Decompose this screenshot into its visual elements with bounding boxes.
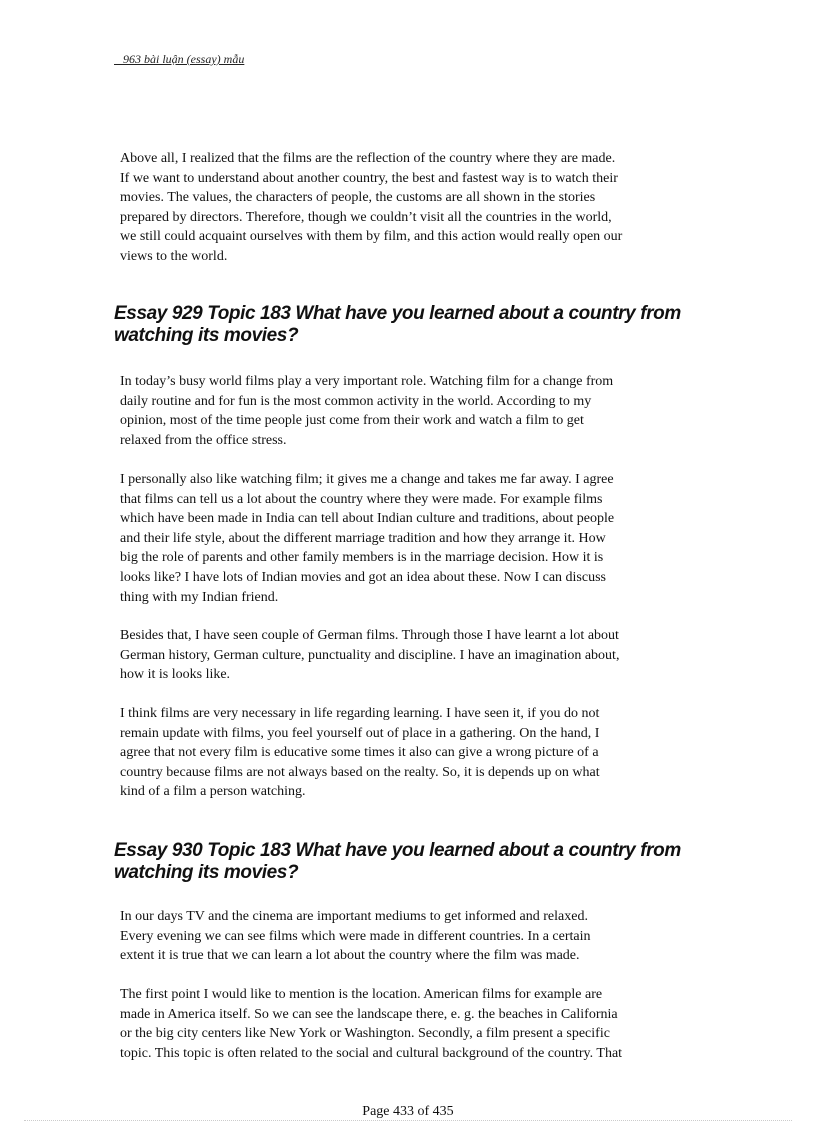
intro-paragraph (120, 149, 700, 267)
essay-929-heading (114, 303, 714, 347)
paragraph-line: which have been made in India can tell about Indian culture and traditions, about people (120, 511, 615, 527)
paragraph-line: thing with my Indian friend. (120, 589, 279, 605)
essay-930-paragraph-1 (120, 907, 700, 966)
paragraph-line: prepared by directors. Therefore, though we couldn’t visit all the countries in the world, (120, 209, 612, 225)
paragraph-line: relaxed from the office stress. (120, 432, 287, 448)
paragraph-line: In our days TV and the cinema are important mediums to get informed and relaxed. (120, 909, 588, 924)
footer-divider (24, 1120, 792, 1121)
essay-929-paragraph-1 (120, 372, 700, 450)
essay-930-paragraph-2 (120, 985, 700, 1063)
paragraph-line: opinion, most of the time people just come from their work and watch a film to get (120, 413, 584, 429)
paragraph-line: movies. The values, the characters of people, the customs are all shown in the stories (120, 190, 596, 206)
paragraph-line: and their life style, about the different marriage tradition and how they arrange it. How (120, 530, 606, 546)
paragraph-line: agree that not every film is educative some times it also can give a wrong picture of a (120, 745, 599, 761)
paragraph-line: remain update with films, you feel yourself out of place in a gathering. On the hand, I (120, 725, 600, 741)
paragraph-line: Every evening we can see films which were made in different countries. In a certain (120, 928, 591, 944)
paragraph-line: country because films are not always based on the realty. So, it is depends up on what (120, 764, 600, 780)
heading-line: watching its movies? (114, 862, 299, 883)
paragraph-line: or the big city centers like New York or Washington. Secondly, a film present a specific (120, 1026, 610, 1042)
paragraph-line: In today’s busy world films play a very important role. Watching film for a change from (120, 374, 614, 389)
page-number: Page 433 of 435 (362, 1104, 454, 1119)
paragraph-line: that films can tell us a lot about the country where they were made. For example films (120, 491, 603, 507)
paragraph-line: how it is looks like. (120, 667, 231, 683)
paragraph-line: looks like? I have lots of Indian movies and got an idea about these. Now I can discuss (120, 569, 606, 585)
paragraph-line: If we want to understand about another country, the best and fastest way is to watch their (120, 170, 618, 186)
paragraph-line: The first point I would like to mention is the location. American films for example are (120, 987, 603, 1002)
essay-929-paragraph-3 (120, 626, 700, 685)
heading-line: watching its movies? (114, 325, 299, 346)
paragraph-line: big the role of parents and other family members is in the marriage decision. How it is (120, 550, 604, 566)
essay-929-paragraph-2 (120, 470, 700, 607)
paragraph-line: Besides that, I have seen couple of German films. Through those I have learnt a lot about (120, 628, 619, 643)
running-header: 963 bài luận (essay) mẫu (114, 52, 245, 66)
paragraph-line: kind of a film a person watching. (120, 784, 306, 800)
paragraph-line: daily routine and for fun is the most common activity in the world. According to my (120, 393, 592, 409)
paragraph-line: topic. This topic is often related to the social and cultural background of the country. That (120, 1045, 623, 1061)
paragraph-line: we still could acquaint ourselves with them by film, and this action would really open our (120, 229, 623, 245)
paragraph-line: German history, German culture, punctuality and discipline. I have an imagination about, (120, 647, 620, 663)
essay-930-heading (114, 840, 714, 884)
paragraph-line: I personally also like watching film; it gives me a change and takes me far away. I agree (120, 472, 614, 487)
essay-929-paragraph-4 (120, 704, 700, 802)
paragraph-line: made in America itself. So we can see the landscape there, e. g. the beaches in California (120, 1006, 618, 1022)
heading-line: Essay 930 Topic 183 What have you learned about a country from (114, 840, 681, 861)
paragraph-line: I think films are very necessary in life regarding learning. I have seen it, if you do not (120, 706, 600, 721)
heading-line: Essay 929 Topic 183 What have you learned about a country from (114, 303, 681, 324)
paragraph-line: extent it is true that we can learn a lot about the country where the film was made. (120, 948, 580, 964)
paragraph-line: Above all, I realized that the films are the reflection of the country where they are made. (120, 151, 616, 166)
paragraph-line: views to the world. (120, 248, 228, 264)
